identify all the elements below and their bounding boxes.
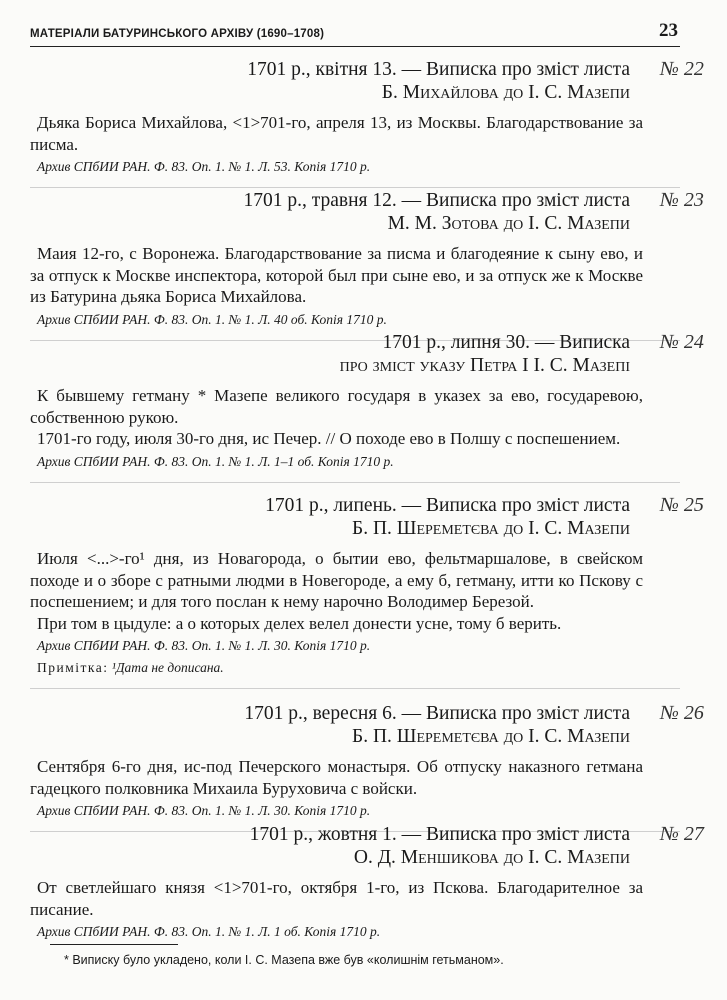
entry-source: Архив СПбИИ РАН. Ф. 83. Оп. 1. № 1. Л. 1–1 об. Копія 1710 р.: [37, 453, 394, 469]
entry-body: [30, 548, 643, 678]
entry-title-line1: 1701 р., квітня 13. — Виписка про зміст листа: [247, 59, 630, 80]
note-text: ¹Дата не дописана.: [111, 660, 224, 675]
entry-paragraph: 1701-го году, июля 30-го дня, ис Печер. // О походе ево в Полшу с поспешением.: [37, 429, 621, 448]
entry-number: № 24: [660, 331, 704, 353]
entry-divider: [30, 688, 680, 689]
entry-title-line1: 1701 р., жовтня 1. — Виписка про зміст листа: [249, 824, 630, 845]
entry-body: [30, 112, 643, 177]
entry-title-line1: 1701 р., вересня 6. — Виписка про зміст листа: [244, 703, 630, 724]
entry-paragraph: При том в цыдуле: а о которых делех велел донести усне, тому б верить.: [37, 613, 562, 633]
entry-title: [340, 331, 630, 377]
entry-source: Архив СПбИИ РАН. Ф. 83. Оп. 1. № 1. Л. 30. Копія 1710 р.: [37, 638, 371, 653]
page-number: 23: [659, 20, 678, 41]
entry-title-line1: 1701 р., травня 12. — Виписка про зміст листа: [243, 190, 630, 211]
entry-number: № 23: [660, 189, 704, 211]
footnote-rule: [50, 944, 178, 945]
entry-heading: [30, 189, 720, 243]
header-title: МАТЕРІАЛИ БАТУРИНСЬКОГО АРХІВУ (1690–1708): [30, 28, 325, 40]
entry-title-line1: 1701 р., липень. — Виписка про зміст листа: [265, 495, 630, 516]
entry-title-line2: Б. П. Шереметєва до І. С. Мазепи: [352, 518, 630, 539]
entry-title: [250, 823, 630, 869]
entry-source: Архив СПбИИ РАН. Ф. 83. Оп. 1. № 1. Л. 40 об. Копія 1710 р.: [37, 311, 387, 327]
entry-divider: [30, 482, 680, 483]
entry-source: Архив СПбИИ РАН. Ф. 83. Оп. 1. № 1. Л. 1 об. Копія 1710 р.: [37, 924, 381, 939]
document-entry: [30, 331, 720, 483]
entry-source: Архив СПбИИ РАН. Ф. 83. Оп. 1. № 1. Л. 53. Копія 1710 р.: [37, 159, 371, 174]
entry-heading: [30, 58, 720, 112]
entry-title-line2: М. М. Зотова до І. С. Мазепи: [387, 213, 630, 234]
entry-paragraph: Июля <...>-го¹ дня, из Новагорода, о бытии ево, фельтмаршалове, в свейском походе и о зборе с ратными людми в Новегороде, а ему б, гетману, итти ко Пскову с поспешением; и для того послан к нему нарочно Володимер Березой.: [30, 549, 643, 611]
entry-body: [30, 243, 643, 330]
entry-paragraph: Сентября 6-го дня, ис-под Печерского монастыря. Об отпуску наказного гетмана гадецкого полковника Михаила Буруховича с войски.: [30, 757, 643, 798]
entry-body: [30, 385, 643, 472]
document-entry: [30, 189, 720, 341]
entry-paragraph: Дьяка Бориса Михайлова, <1>701-го, апреля 13, из Москвы. Благодарствование за писма.: [30, 113, 643, 154]
entry-paragraph: От светлейшаго князя <1>701-го, октября 1-го, из Пскова. Благодарителное за писание.: [30, 878, 643, 919]
document-entry: [30, 702, 720, 832]
entry-body: [30, 877, 643, 942]
running-header: [30, 20, 680, 47]
entry-number: № 26: [660, 702, 704, 724]
entry-heading: [30, 702, 720, 756]
entry-heading: [30, 494, 720, 548]
entry-title: [244, 189, 631, 235]
entry-divider: [30, 187, 680, 188]
entry-title-line2: О. Д. Меншикова до І. С. Мазепи: [353, 847, 630, 868]
entry-number: № 25: [660, 494, 704, 516]
entry-heading: [30, 823, 720, 877]
entry-title: [247, 58, 630, 104]
footnote: * Виписку було укладено, коли І. С. Мазепа вже був «колишнім гетьманом».: [64, 953, 504, 967]
entry-title: [244, 702, 630, 748]
document-entry: [30, 494, 720, 689]
entry-paragraph: К бывшему гетману * Мазепе великого государя в указех за ево, государевою, собственною рукою.: [30, 386, 643, 427]
entry-body: [30, 756, 643, 821]
entry-source: Архив СПбИИ РАН. Ф. 83. Оп. 1. № 1. Л. 30. Копія 1710 р.: [37, 803, 371, 818]
note-label: Примітка:: [37, 660, 109, 675]
entry-title-line1: 1701 р., липня 30. — Виписка: [382, 332, 630, 353]
document-entry: [30, 823, 720, 942]
entry-number: № 22: [660, 58, 704, 80]
entry-note: [30, 658, 643, 678]
entry-title-line2: про зміст указу Петра I І. С. Мазепі: [339, 355, 630, 376]
entry-number: № 27: [660, 823, 704, 845]
entry-title-line2: Б. П. Шереметєва до І. С. Мазепи: [352, 726, 630, 747]
entry-paragraph: Маия 12-го, с Воронежа. Благодарствование за писма и благодеяние к сыну ево, и за отпуск к Москве инспектора, которой был при сыне ево, и за отпуск же к Москве из Батурина дьяка Бориса Михайлова.: [30, 244, 643, 306]
entry-title-line2: Б. Михайлова до І. С. Мазепи: [381, 82, 630, 103]
entry-heading: [30, 331, 720, 385]
document-entry: [30, 58, 720, 188]
entry-title: [265, 494, 630, 540]
